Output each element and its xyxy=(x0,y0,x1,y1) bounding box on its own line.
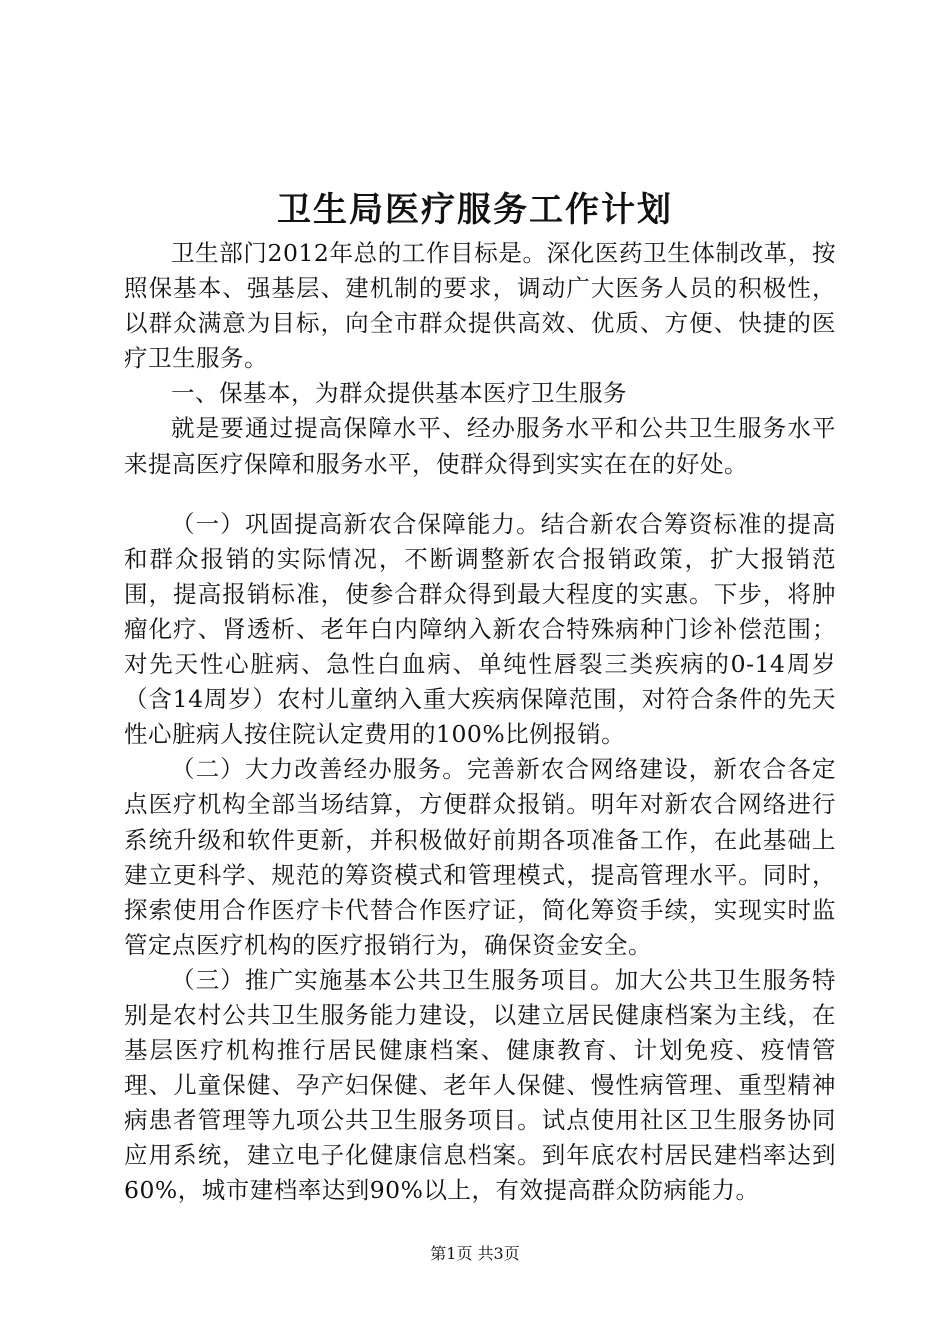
section-summary-paragraph: 就是要通过提高保障水平、经办服务水平和公共卫生服务水平来提高医疗保障和服务水平，使群众得到实实在在的好处。 xyxy=(124,414,836,478)
document-body xyxy=(124,236,836,1209)
page-footer: 第1页 共3页 xyxy=(430,1244,520,1263)
item-two-paragraph: （二）大力改善经办服务。完善新农合网络建设，新农合各定点医疗机构全部当场结算，方便群众报销。明年对新农合网络进行系统升级和软件更新，并积极做好前期各项准备工作，在此基础上建立更科学、规范的筹资模式和管理模式，提高管理水平。同时，探索使用合作医疗卡代替合作医疗证，简化筹资手续，实现实时监管定点医疗机构的医疗报销行为，确保资金安全。 xyxy=(124,755,836,959)
item-one-paragraph: （一）巩固提高新农合保障能力。结合新农合筹资标准的提高和群众报销的实际情况，不断调整新农合报销政策，扩大报销范围，提高报销标准，使参合群众得到最大程度的实惠。下步，将肿瘤化疗、肾透析、老年白内障纳入新农合特殊病种门诊补偿范围；对先天性心脏病、急性白血病、单纯性唇裂三类疾病的0-14周岁（含14周岁）农村儿童纳入重大疾病保障范围，对符合条件的先天性心脏病人按住院认定费用的100%比例报销。 xyxy=(124,509,836,749)
section-heading: 一、保基本，为群众提供基本医疗卫生服务 xyxy=(171,379,627,408)
document-title: 卫生局医疗服务工作计划 xyxy=(277,190,673,230)
item-three-paragraph: （三）推广实施基本公共卫生服务项目。加大公共卫生服务特别是农村公共卫生服务能力建设，以建立居民健康档案为主线，在基层医疗机构推行居民健康档案、健康教育、计划免疫、疫情管理、儿童保健、孕产妇保健、老年人保健、慢性病管理、重型精神病患者管理等九项公共卫生服务项目。试点使用社区卫生服务协同应用系统，建立电子化健康信息档案。到年底农村居民建档率达到60%，城市建档率达到90%以上，有效提高群众防病能力。 xyxy=(124,965,836,1205)
intro-paragraph: 卫生部门2012年总的工作目标是。深化医药卫生体制改革，按照保基本、强基层、建机制的要求，调动广大医务人员的积极性，以群众满意为目标，向全市群众提供高效、优质、方便、快捷的医疗卫生服务。 xyxy=(124,239,836,373)
